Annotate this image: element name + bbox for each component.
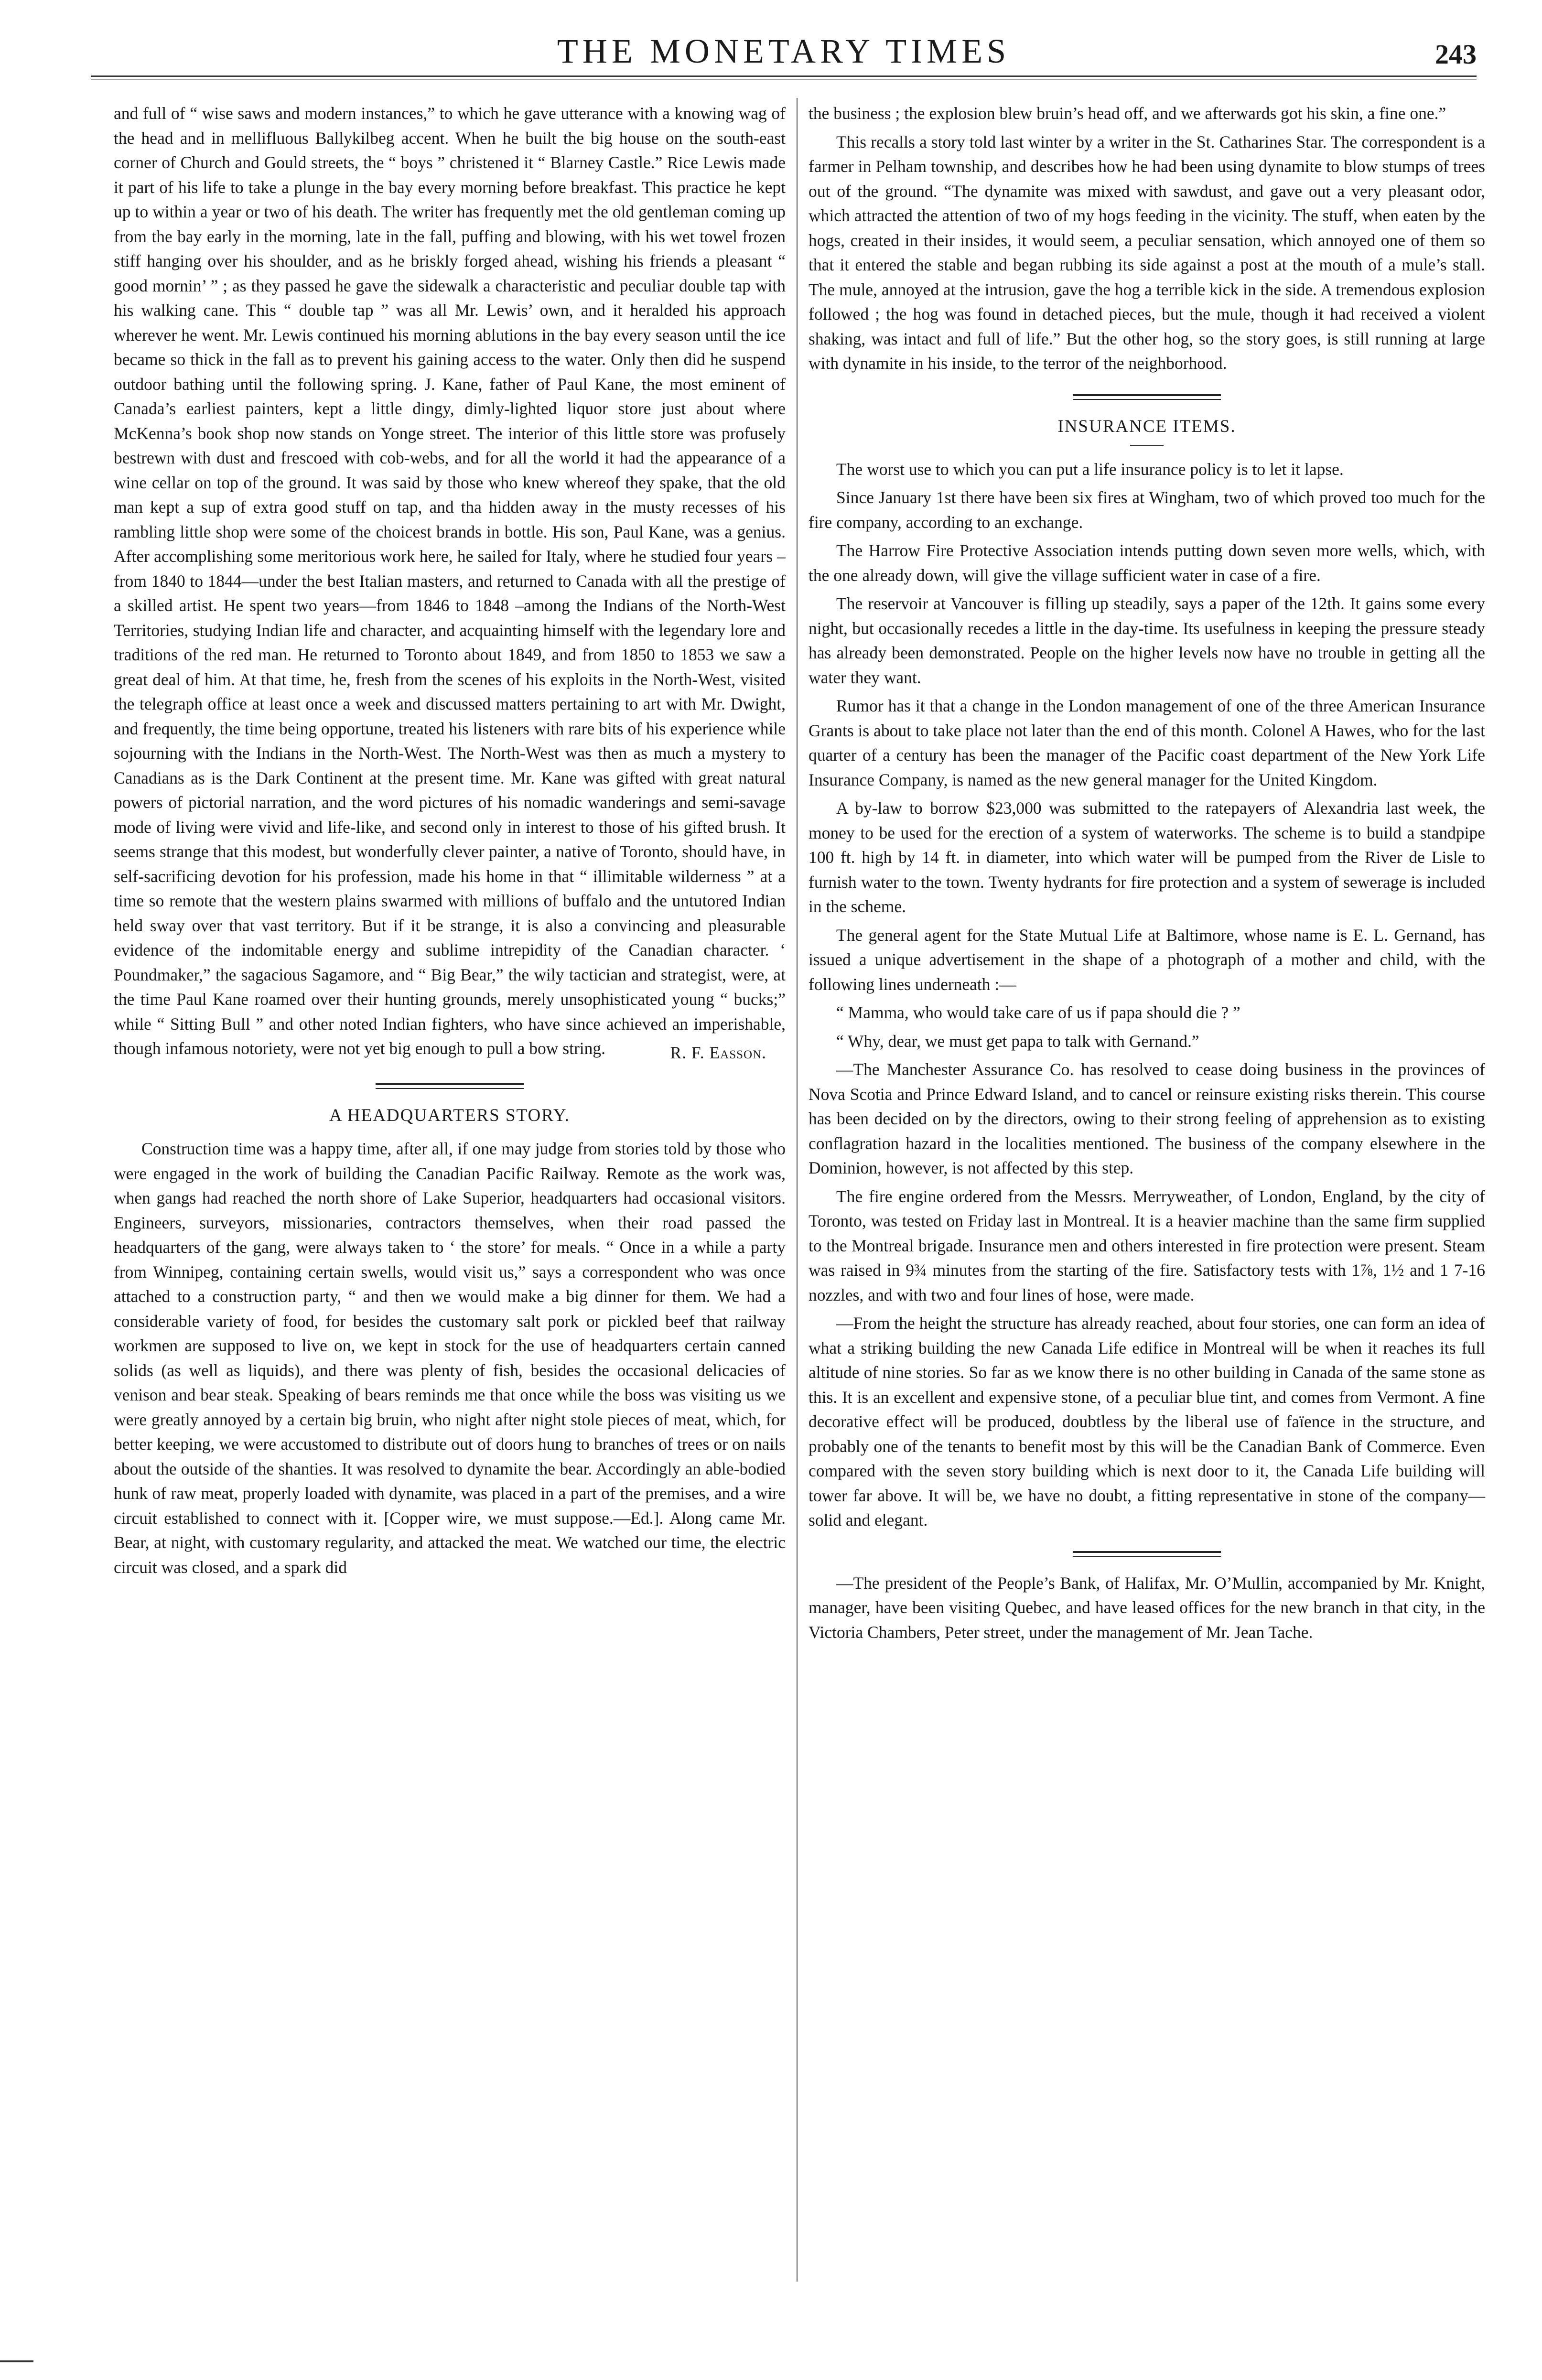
author-signature: R. F. Easson. — [670, 1043, 766, 1062]
section-divider — [1073, 394, 1221, 400]
masthead-rule — [91, 75, 1477, 77]
article-paragraph: the business ; the explosion blew bruin’s head off, and we afterwards got his skin, a fine one.” — [809, 104, 1446, 123]
news-item: The fire engine ordered from the Messrs. Merryweather, of London, England, by the city of Toronto, was tested on Friday last in Montreal. It is a heavier machine than the same firm supplied to the Montreal brigade. Insurance men and others interested in fire protection were present. Steam was raised in 9¾ minutes from the starting of the fire. Satisfactory tests with 1⅞, 1½ and 1 7-16 nozzles, and with two and four lines of hose, were made. — [809, 1186, 1485, 1304]
right-column — [809, 101, 1485, 1648]
news-item: —The Manchester Assurance Co. has resolved to cease doing business in the provinces of Nova Scotia and Prince Edward Island, and to cancel or reinsure existing risks therein. This course has been decided on by the directors, owing to their strong feeling of apprehension as to existing conflagration hazard in the localities mentioned. The business of the company elsewhere in the Dominion, however, is not affected by this step. — [809, 1060, 1485, 1177]
section-heading: A HEADQUARTERS STORY. — [329, 1106, 571, 1125]
masthead — [91, 30, 1477, 77]
page-edge-mark — [0, 2360, 33, 2362]
masthead-rule-thin — [91, 79, 1477, 80]
news-item: A by-law to borrow $23,000 was submitted to the ratepayers of Alexandria last week, the money to be used for the erection of a system of waterworks. The scheme is to build a standpipe 100 ft. high by 14 ft. in diameter, into which water will be pumped from the River de Lisle to furnish water to the town. Twenty hydrants for fire protection and a system of sewerage is included in the scheme. — [809, 798, 1485, 916]
article-paragraph: This recalls a story told last winter by a writer in the St. Catharines Star. The correspondent is a farmer in Pelham township, and describes how he had been using dynamite to blow stumps of trees out of the ground. “The dynamite was mixed with sawdust, and gave out a very pleasant odor, which attracted the attention of two of my hogs feeding in the vicinity. The stuff, when eaten by the hogs, created in their insides, it would seem, a peculiar sensation, which annoyed one of them so that it entered the stable and began rubbing its side against a post at the mouth of a mule’s stall. The mule, annoyed at the intrusion, gave the hog a terrible kick in the side. A tremendous explosion followed ; the hog was found in detached pieces, but the mule, though it had received a violent shaking, was intact and full of life.” But the other hog, so the story goes, is still running at large with dynamite in his inside, to the terror of the neighborhood. — [809, 132, 1485, 373]
section-heading: INSURANCE ITEMS. — [1057, 416, 1236, 436]
page-number: 243 — [1435, 39, 1477, 70]
news-item: —From the height the structure has already reached, about four stories, one can form an idea of what a striking building the new Canada Life edifice in Montreal will be when it reaches its full altitude of nine stories. So far as we know there is no other building in Canada of the same stone as this. It is an excellent and expensive stone, of a peculiar blue tint, and comes from Vermont. A fine decorative effect will be produced, doubtless by the liberal use of faïence in the structure, and probably one of the tenants to benefit most by this will be the Canadian Bank of Commerce. Even compared with the seven story building which is next door to it, the Canada Life building will tower far above. It will be, we have no doubt, a fitting representative in stone of the company—solid and elegant. — [809, 1314, 1485, 1529]
heading-underline — [1130, 445, 1164, 446]
news-item: —The president of the People’s Bank, of Halifax, Mr. O’Mullin, accompanied by Mr. Knight, manager, have been visiting Quebec, and have leased offices for the new branch in that city, in the Victoria Chambers, Peter street, under the management of Mr. Jean Tache. — [809, 1573, 1485, 1642]
news-item: Since January 1st there have been six fires at Wingham, two of which proved too much for the fire company, according to an exchange. — [809, 488, 1485, 532]
left-column — [114, 101, 786, 1583]
section-divider — [1073, 1551, 1221, 1557]
section-divider — [376, 1083, 524, 1089]
quoted-line: “ Why, dear, we must get papa to talk with Gernand.” — [836, 1031, 1199, 1051]
news-item: The Harrow Fire Protective Association intends putting down seven more wells, which, with the one already down, will give the village sufficient water in case of a fire. — [809, 541, 1485, 585]
news-item: The worst use to which you can put a life insurance policy is to let it lapse. — [836, 459, 1344, 479]
news-item: The general agent for the State Mutual Life at Baltimore, whose name is E. L. Gernand, has issued a unique advertisement in the shape of a photograph of a mother and child, with the following lines underneath :— — [809, 925, 1485, 994]
column-divider — [797, 98, 798, 2282]
publication-title: THE MONETARY TIMES — [557, 32, 1011, 70]
article-paragraph: Construction time was a happy time, after all, if one may judge from stories told by those who were engaged in the work of building the Canadian Pacific Railway. Remote as the work was, when gangs had reached the north shore of Lake Superior, headquarters had occasional visitors. Engineers, surveyors, missionaries, contractors themselves, when their road passed the headquarters of the gang, were always taken to ‘ the store’ for meals. “ Once in a while a party from Winnipeg, containing certain swells, would visit us,” says a correspondent who was once attached to a construction party, “ and then we would make a big dinner for them. We had a considerable variety of food, for besides the customary salt pork or pickled beef that railway workmen are supposed to live on, we kept in stock for the use of headquarters certain canned solids (as well as liquids), and there was plenty of fish, besides the occasional delicacies of venison and bear steak. Speaking of bears reminds me that once while the boss was visiting us we were greatly annoyed by a certain big bruin, who night after night stole pieces of meat, which, for better keeping, we were accustomed to distribute out of doors hung to branches of trees or on nails about the outside of the shanties. It was resolved to dynamite the bear. Accordingly an able-bodied hunk of raw meat, properly loaded with dynamite, was placed in a part of the premises, and a wire circuit established to connect with it. [Copper wire, we must suppose.—Ed.]. Along came Mr. Bear, at night, with customary regularity, and attacked the meat. We watched our time, the electric circuit was closed, and a spark did — [114, 1139, 786, 1577]
news-item: Rumor has it that a change in the London management of one of the three American Insurance Grants is about to take place not later than the end of this month. Colonel A Hawes, who for the last quarter of a century has been the manager of the Pacific coast department of the New York Life Insurance Company, is named as the new general manager for the United Kingdom. — [809, 696, 1485, 789]
news-item: The reservoir at Vancouver is filling up steadily, says a paper of the 12th. It gains some every night, but occasionally recedes a little in the day-time. Its usefulness in keeping the pressure steady has already been demonstrated. People on the higher levels now have no trouble in getting all the water they want. — [809, 594, 1485, 687]
article-paragraph: and full of “ wise saws and modern instances,” to which he gave utterance with a knowing wag of the head and in mellifluous Ballykilbeg accent. When he built the big house on the south-east corner of Church and Gould streets, the “ boys ” christened it “ Blarney Castle.” Rice Lewis made it part of his life to take a plunge in the bay every morning before breakfast. This practice he kept up to within a year or two of his death. The writer has frequently met the old gentleman coming up from the bay early in the morning, late in the fall, puffing and blowing, with his wet towel frozen stiff hanging over his shoulder, and as he briskly forged ahead, wishing his friends a pleasant “ good mornin’ ” ; as they passed he gave the sidewalk a characteristic and peculiar double tap with his walking cane. This “ double tap ” was all Mr. Lewis’ own, and it heralded his approach wherever he went. Mr. Lewis continued his morning ablutions in the bay every season until the ice became so thick in the fall as to prevent his gaining access to the water. Only then did he suspend outdoor bathing until the following spring. J. Kane, father of Paul Kane, the most eminent of Canada’s earliest painters, kept a little dingy, dimly-lighted liquor store just about where McKenna’s book shop now stands on Yonge street. The interior of this little store was profusely bestrewn with dust and frescoed with cob-webs, and for all the world it had the appearance of a wine cellar on top of the ground. It was said by those who knew whereof they spake, that the old man kept a sup of extra good stuff on tap, and tha hidden away in the musty recesses of his rambling little shop were some of the choicest brands in bottle. His son, Paul Kane, was a genius. After accomplishing some meritorious work here, he sailed for Italy, where he studied four years –from 1840 to 1844—under the best Italian masters, and returned to Canada with all the prestige of a skilled artist. He spent two years—from 1846 to 1848 –among the Indians of the North-West Territories, studying Indian life and character, and acquainting himself with the legendary lore and traditions of the red man. He returned to Toronto about 1849, and from 1850 to 1853 we saw a great deal of him. At that time, he, fresh from the scenes of his exploits in the North-West, visited the telegraph office at least once a week and discussed matters pertaining to art with Mr. Dwight, and frequently, the time being opportune, treated his listeners with rare bits of his experience while sojourning with the Indians in the North-West. The North-West was then as much a mystery to Canadians as is the Dark Continent at the present time. Mr. Kane was gifted with great natural powers of pictorial narration, and the word pictures of his nomadic wanderings and semi-savage mode of living were vivid and life-like, and second only in interest to those of his gifted brush. It seems strange that this modest, but wonderfully clever painter, a native of Toronto, should have, in self-sacrificing devotion for his profession, made his home in that “ illimitable wilderness ” at a time so remote that the western plains swarmed with millions of buffalo and the untutored Indian held sway over that vast territory. But if it be strange, it is also a convincing and pleasurable evidence of the indomitable energy and sublime intrepidity of the Canadian character. ‘ Poundmaker,” the sagacious Sagamore, and “ Big Bear,” the wily tactician and strategist, were, at the time Paul Kane roamed over their hunting grounds, merely unsophisticated young “ bucks;” while “ Sitting Bull ” and other noted Indian fighters, who have since achieved an imperishable, though infamous notoriety, were not yet big enough to pull a bow string. — [114, 104, 786, 1058]
quoted-line: “ Mamma, who would take care of us if papa should die ? ” — [836, 1003, 1240, 1022]
